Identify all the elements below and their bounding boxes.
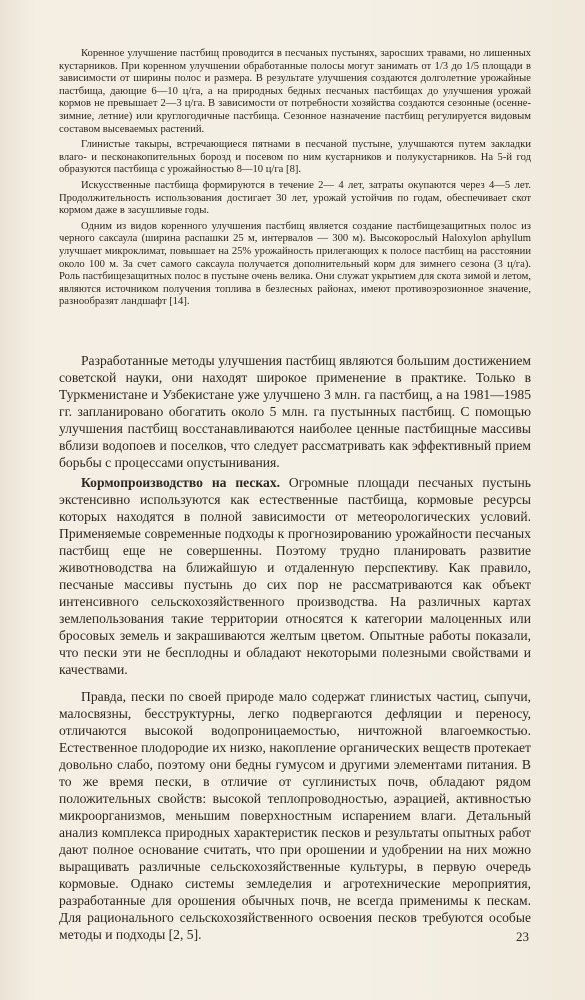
paragraph-fodder-text: Огромные площади песчаных пустынь экстенсивно используются как естественные пастбища, кормовые ресурсы которых находятся в полной зависимости от метеорологических условий. Применяемые современные подходы к прогнозированию урожайности песчаных пастбищ еще не совершенны. Поэтому трудно планировать развитие животноводства на ближайшую и отдаленную перспективу. Как правило, песчаные массивы пустынь до сих пор не рассматриваются как объект интенсивного сельскохозяйственного производства. На различных картах землепользования такие территории относятся к категории малоценных или бросовых земель и закрашиваются желтым цветом. Опытные работы показали, что пески эти не бесплодны и обладают некоторыми полезными свойствами и качествами. (59, 475, 531, 677)
main-text-section (59, 352, 531, 943)
paragraph-methods-achievement: Разработанные методы улучшения пастбищ являются большим достижением советской науки, они находят широкое применение в практике. Только в Туркменистане и Узбекистане уже улучшено 3 млн. га пастбищ, а на 1981—1985 гг. запланировано обогатить около 5 млн. га пустынных пастбищ. С помощью улучшения пастбищ восстанавливаются наиболее ценные пастбищные массивы вблизи водопоев и поселков, что следует рассматривать как эффективный прием борьбы с процессами опустынивания. (59, 353, 531, 470)
paragraph-fodder-production (59, 474, 531, 678)
paragraph-artificial-pastures: Искусственные пастбища формируются в течение 2— 4 лет, затраты окупаются через 4—5 лет. Продолжительность использования достигает 30 лет, урожай устойчив по годам, обеспечивает скот кормом даже в засушливые годы. (59, 179, 531, 217)
page-number: 23 (516, 929, 529, 944)
section-heading: Кормопроизводство на песках. (81, 475, 281, 490)
paragraph-radical-improvement: Коренное улучшение пастбищ проводится в песчаных пустынях, заросших травами, но лишенных кустарников. При коренном улучшении обработанные полосы могут занимать от 1/3 до 1/5 площади в зависимости от ширины полос и размера. В результате улучшения создаются долголетние урожайные пастбища, дающие 6—10 ц/га, а на природных бедных песчаных пастбищах до улучшения урожай кормов не превышает 2—3 ц/га. В зависимости от потребности хозяйства создаются сезонные (осенне-зимние, летние) или круглогодичные пастбища. Сезонное назначение пастбищ регулируется видовым составом высеваемых растений. (59, 48, 531, 135)
paragraph-protective-strips: Одним из видов коренного улучшения пастбищ является создание пастбищезащитных полос из черного саксаула (ширина распашки 25 м, интервалов — 300 м). Высокорослый Haloxylon aphyllum улучшает микроклимат, повышает на 25% урожайность прилегающих к полосе пастбищ на расстоянии около 100 м. За счет самого саксаула получается дополнительный корм для зимнего сезона (3 ц/га). Роль пастбищезащитных полос в пустыне очень велика. Они служат укрытием для скота зимой и летом, являются источником получения топлива в безлесных районах, имеют противоэрозионное значение, разнообразят ландшафт [14]. (59, 220, 531, 308)
small-print-section (59, 48, 531, 309)
paragraph-sand-properties: Правда, пески по своей природе мало содержат глинистых частиц, сыпучи, малосвязны, бесструктурны, легко подвергаются дефляции и переносу, отличаются высокой водопроницаемостью, ничтожной влагоемкостью. Естественное плодородие их низко, накопление органических веществ протекает довольно слабо, поэтому они бедны гумусом и другими элементами питания. В то же время пески, в отличие от суглинистых почв, обладают рядом положительных свойств: высокой теплопроводностью, аэрацией, активностью микроорганизмов, меньшим поверхностным испарением влаги. Детальный анализ комплекса природных характеристик песков и результаты опытных работ дают полное основание считать, что при орошении и удобрении на них можно выращивать различные сельскохозяйственные культуры, в первую очередь кормовые. Однако системы земледелия и агротехнические мероприятия, разработанные для орошения обычных почв, не всегда применимы к пескам. Для рационального сельскохозяйственного освоения песков требуются особые методы и подходы [2, 5]. (59, 689, 531, 942)
paragraph-clay-takyrs: Глинистые такыры, встречающиеся пятнами в песчаной пустыне, улучшаются путем закладки влаго- и песконакопительных борозд и посевом по ним кустарников и полукустарников. На 5-й год образуются пастбища с урожайностью 8—10 ц/га [8]. (59, 139, 531, 176)
